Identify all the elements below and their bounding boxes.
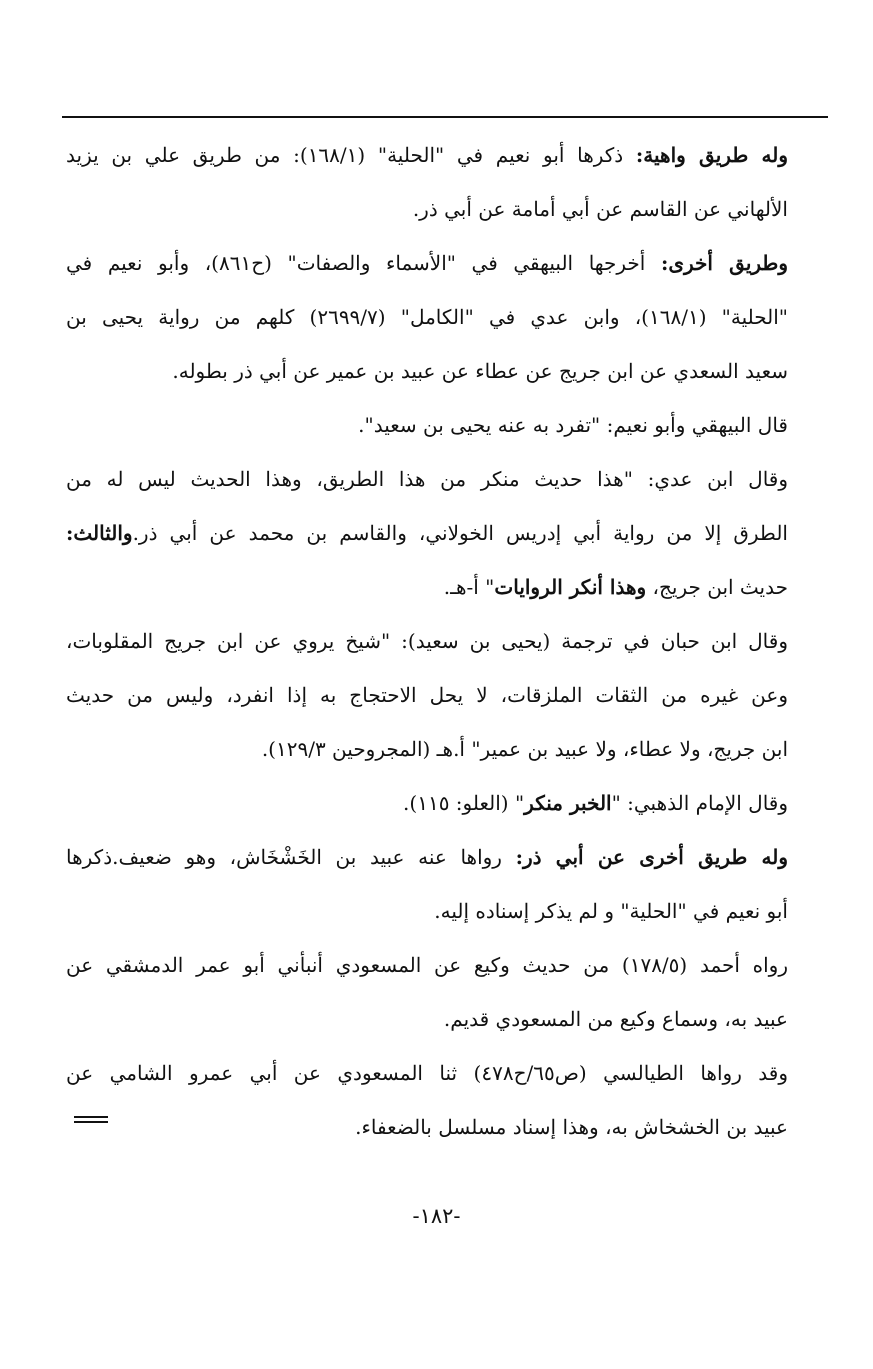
line-text: "الحلية" (١٦٨/١)، وابن عدي في "الكامل" (٢٦٩٩/٧) كلهم من رواية يحيى بن [66, 305, 788, 329]
line-text: وقال ابن حبان في ترجمة (يحيى بن سعيد): "شيخ يروي عن ابن جريج المقلوبات، [66, 629, 788, 653]
text-line [66, 614, 788, 668]
text-line [66, 452, 788, 506]
bold-heading: وله طريق واهية: [635, 143, 788, 167]
header-rule [62, 116, 828, 118]
text-line [66, 992, 788, 1046]
line-text: وقال الإمام الذهبي: " [611, 791, 788, 815]
line-text: " (العلو: ١١٥). [403, 791, 525, 815]
line-text: ذكرها أبو نعيم في "الحلية" (١٦٨/١): من طريق علي بن يزيد [66, 143, 636, 167]
line-text: عبيد بن الخشخاش به، وهذا إسناد مسلسل بالضعفاء. [355, 1115, 788, 1139]
line-text: أخرجها البيهقي في "الأسماء والصفات" (ح٨٦١)، وأبو نعيم في [66, 251, 661, 275]
text-line [66, 722, 788, 776]
bold-heading: وطريق أخرى: [660, 251, 788, 275]
text-line [66, 668, 788, 722]
text-line [66, 938, 788, 992]
line-text: وعن غيره من الثقات الملزقات، لا يحل الاحتجاج به إذا انفرد، وليس من حديث [66, 683, 788, 707]
text-line [66, 506, 788, 560]
text-line [66, 884, 788, 938]
line-text: وقد رواها الطيالسي (ص٦٥/ح٤٧٨) ثنا المسعودي عن أبي عمرو الشامي عن [66, 1061, 788, 1085]
text-line [66, 776, 788, 830]
line-text: أبو نعيم في "الحلية" و لم يذكر إسناده إليه. [434, 899, 788, 923]
line-text: وقال ابن عدي: "هذا حديث منكر من هذا الطريق، وهذا الحديث ليس له من [66, 467, 788, 491]
line-text: الألهاني عن القاسم عن أبي أمامة عن أبي ذر. [412, 197, 788, 221]
text-line [66, 560, 788, 614]
text-line [66, 344, 788, 398]
text-line [66, 830, 788, 884]
text-line [66, 1100, 788, 1154]
bold-heading: والثالث: [66, 521, 133, 545]
line-text: عبيد به، وسماع وكيع من المسعودي قديم. [443, 1007, 788, 1031]
text-line [66, 1046, 788, 1100]
line-text: ابن جريج، ولا عطاء، ولا عبيد بن عمير" أ.هـ (المجروحين ١٢٩/٣). [261, 737, 788, 761]
line-text: قال البيهقي وأبو نعيم: "تفرد به عنه يحيى بن سعيد". [358, 413, 788, 437]
line-text: سعيد السعدي عن ابن جريج عن عطاء عن عبيد بن عمير عن أبي ذر بطوله. [172, 359, 788, 383]
line-text: رواه أحمد (١٧٨/٥) من حديث وكيع عن المسعودي أنبأني أبو عمر الدمشقي عن [66, 953, 788, 977]
line-text: الطرق إلا من رواية أبي إدريس الخولاني، والقاسم بن محمد عن أبي ذر. [132, 521, 788, 545]
text-line [66, 398, 788, 452]
text-line [66, 128, 788, 182]
page-number: -١٨٢- [412, 1204, 461, 1228]
bold-phrase: الخبر منكر [524, 791, 612, 815]
line-text: " أ-هـ. [443, 575, 495, 599]
text-line [66, 236, 788, 290]
end-of-section-mark [74, 1116, 108, 1124]
line-text: حديث ابن جريج، [646, 575, 788, 599]
bold-heading: وله طريق أخرى عن أبي ذر: [515, 845, 788, 869]
text-line [66, 182, 788, 236]
text-body [66, 128, 788, 1154]
bold-phrase: وهذا أنكر الروايات [494, 575, 647, 599]
line-text: رواها عنه عبيد بن الخَشْخَاش، وهو ضعيف.ذكرها [66, 845, 516, 869]
text-line [66, 290, 788, 344]
